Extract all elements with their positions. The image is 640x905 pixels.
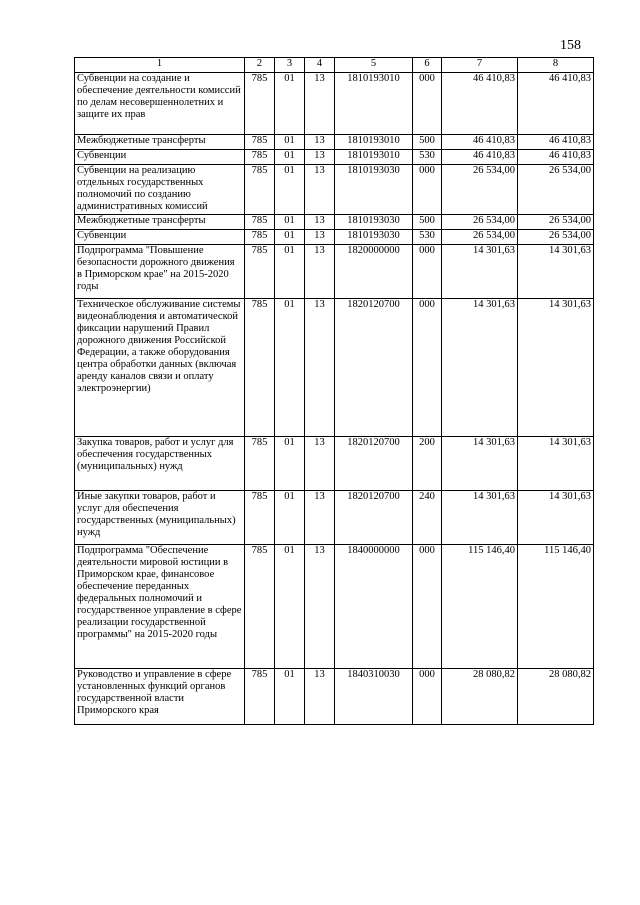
cell-gr: 785 [245, 669, 275, 725]
cell-rz: 01 [275, 215, 305, 230]
cell-pr: 13 [305, 669, 335, 725]
column-header: 7 [442, 58, 518, 73]
cell-pr: 13 [305, 215, 335, 230]
cell-csr: 1810193010 [335, 150, 413, 165]
cell-vr: 240 [413, 491, 442, 545]
table-row [75, 135, 594, 150]
cell-pr: 13 [305, 73, 335, 135]
cell-pr: 13 [305, 437, 335, 491]
cell-amount-8: 46 410,83 [518, 73, 594, 135]
cell-amount-8: 14 301,63 [518, 491, 594, 545]
row-name: Субвенции [75, 230, 245, 245]
cell-csr: 1810193030 [335, 165, 413, 215]
table-row [75, 230, 594, 245]
row-name: Иные закупки товаров, работ и услуг для обеспечения государственных (муниципальных) нужд [75, 491, 245, 545]
cell-vr: 500 [413, 215, 442, 230]
cell-pr: 13 [305, 299, 335, 437]
table-row [75, 215, 594, 230]
cell-rz: 01 [275, 245, 305, 299]
cell-pr: 13 [305, 230, 335, 245]
cell-csr: 1840000000 [335, 545, 413, 669]
column-header: 4 [305, 58, 335, 73]
cell-gr: 785 [245, 165, 275, 215]
cell-rz: 01 [275, 73, 305, 135]
row-name: Техническое обслуживание системы видеонаблюдения и автоматической фиксации нарушений Правил дорожного движения Российской Федерации, а также оборудования центра обработки данных (включая аренду каналов связи и оплату электроэнергии) [75, 299, 245, 437]
cell-gr: 785 [245, 215, 275, 230]
cell-vr: 000 [413, 669, 442, 725]
page-number: 158 [560, 38, 581, 53]
table-row [75, 491, 594, 545]
cell-csr: 1810193030 [335, 215, 413, 230]
cell-amount-7: 26 534,00 [442, 230, 518, 245]
cell-amount-7: 26 534,00 [442, 215, 518, 230]
cell-amount-7: 28 080,82 [442, 669, 518, 725]
table-row [75, 669, 594, 725]
cell-vr: 530 [413, 150, 442, 165]
table-row [75, 165, 594, 215]
cell-rz: 01 [275, 299, 305, 437]
cell-amount-7: 14 301,63 [442, 299, 518, 437]
cell-csr: 1820000000 [335, 245, 413, 299]
cell-vr: 530 [413, 230, 442, 245]
cell-pr: 13 [305, 545, 335, 669]
cell-rz: 01 [275, 150, 305, 165]
cell-amount-8: 14 301,63 [518, 437, 594, 491]
cell-amount-8: 14 301,63 [518, 245, 594, 299]
cell-gr: 785 [245, 230, 275, 245]
cell-pr: 13 [305, 165, 335, 215]
cell-csr: 1810193010 [335, 135, 413, 150]
cell-amount-8: 26 534,00 [518, 230, 594, 245]
row-name: Закупка товаров, работ и услуг для обеспечения государственных (муниципальных) нужд [75, 437, 245, 491]
cell-rz: 01 [275, 230, 305, 245]
table-row [75, 73, 594, 135]
row-name: Руководство и управление в сфере установленных функций органов государственной власти Приморского края [75, 669, 245, 725]
table-row [75, 299, 594, 437]
row-name: Межбюджетные трансферты [75, 135, 245, 150]
cell-gr: 785 [245, 135, 275, 150]
cell-vr: 000 [413, 73, 442, 135]
row-name: Субвенции на реализацию отдельных государственных полномочий по созданию административных комиссий [75, 165, 245, 215]
cell-amount-8: 46 410,83 [518, 135, 594, 150]
cell-gr: 785 [245, 150, 275, 165]
cell-csr: 1820120700 [335, 491, 413, 545]
column-header: 8 [518, 58, 594, 73]
cell-rz: 01 [275, 135, 305, 150]
column-header: 3 [275, 58, 305, 73]
cell-gr: 785 [245, 299, 275, 437]
cell-gr: 785 [245, 245, 275, 299]
cell-amount-7: 14 301,63 [442, 437, 518, 491]
cell-amount-7: 26 534,00 [442, 165, 518, 215]
cell-csr: 1820120700 [335, 299, 413, 437]
cell-gr: 785 [245, 545, 275, 669]
cell-gr: 785 [245, 437, 275, 491]
cell-amount-7: 46 410,83 [442, 150, 518, 165]
column-header: 5 [335, 58, 413, 73]
cell-amount-7: 14 301,63 [442, 245, 518, 299]
cell-vr: 000 [413, 165, 442, 215]
cell-rz: 01 [275, 165, 305, 215]
cell-amount-8: 26 534,00 [518, 215, 594, 230]
cell-amount-8: 14 301,63 [518, 299, 594, 437]
row-name: Субвенции на создание и обеспечение деятельности комиссий по делам несовершеннолетних и защите их прав [75, 73, 245, 135]
cell-amount-8: 115 146,40 [518, 545, 594, 669]
cell-csr: 1820120700 [335, 437, 413, 491]
cell-vr: 200 [413, 437, 442, 491]
cell-amount-7: 46 410,83 [442, 73, 518, 135]
row-name: Субвенции [75, 150, 245, 165]
table-row [75, 245, 594, 299]
cell-gr: 785 [245, 491, 275, 545]
budget-table [74, 57, 594, 725]
column-header: 1 [75, 58, 245, 73]
row-name: Подпрограмма "Обеспечение деятельности мировой юстиции в Приморском крае, финансовое обеспечение переданных федеральных полномочий и государственное управление в сфере реализации государственной программы" на 2015-2020 годы [75, 545, 245, 669]
cell-vr: 000 [413, 299, 442, 437]
column-header: 6 [413, 58, 442, 73]
column-header: 2 [245, 58, 275, 73]
cell-amount-7: 115 146,40 [442, 545, 518, 669]
row-name: Подпрограмма "Повышение безопасности дорожного движения в Приморском крае" на 2015-2020 годы [75, 245, 245, 299]
cell-gr: 785 [245, 73, 275, 135]
cell-csr: 1810193030 [335, 230, 413, 245]
cell-amount-8: 26 534,00 [518, 165, 594, 215]
cell-vr: 000 [413, 245, 442, 299]
cell-amount-8: 28 080,82 [518, 669, 594, 725]
cell-amount-7: 14 301,63 [442, 491, 518, 545]
cell-csr: 1840310030 [335, 669, 413, 725]
table-row [75, 545, 594, 669]
cell-vr: 500 [413, 135, 442, 150]
table-row [75, 150, 594, 165]
table-row [75, 437, 594, 491]
cell-amount-8: 46 410,83 [518, 150, 594, 165]
cell-amount-7: 46 410,83 [442, 135, 518, 150]
table-header-row [75, 58, 594, 73]
cell-rz: 01 [275, 545, 305, 669]
cell-pr: 13 [305, 135, 335, 150]
cell-vr: 000 [413, 545, 442, 669]
row-name: Межбюджетные трансферты [75, 215, 245, 230]
cell-pr: 13 [305, 245, 335, 299]
cell-csr: 1810193010 [335, 73, 413, 135]
cell-rz: 01 [275, 491, 305, 545]
cell-pr: 13 [305, 150, 335, 165]
cell-rz: 01 [275, 437, 305, 491]
cell-rz: 01 [275, 669, 305, 725]
cell-pr: 13 [305, 491, 335, 545]
